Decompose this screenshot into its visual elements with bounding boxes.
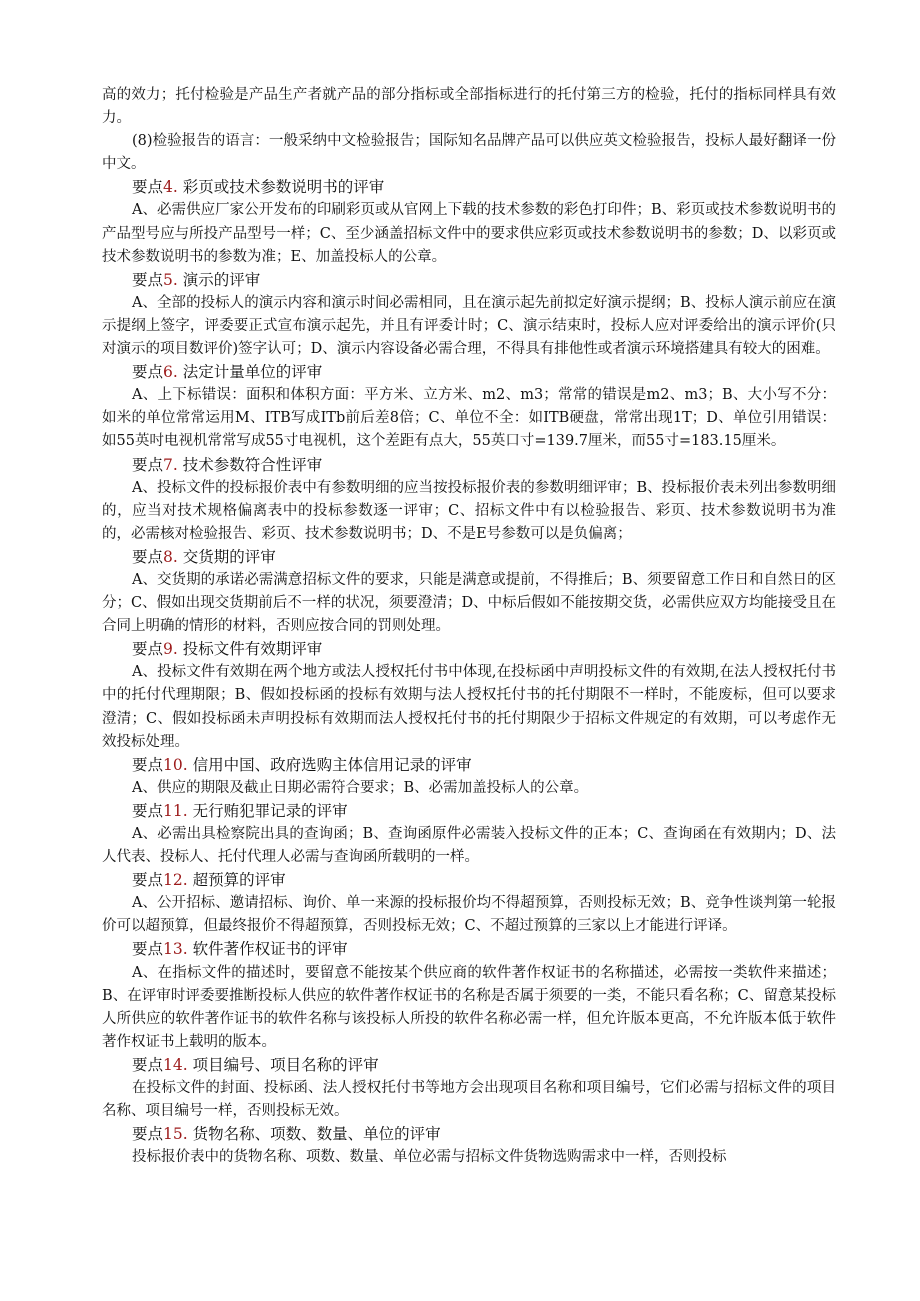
section-9 (102, 638, 836, 753)
section-5 (102, 269, 836, 361)
section-body: 在投标文件的封面、投标函、法人授权托付书等地方会出现项目名称和项目编号，它们必需与招标文件的项目名称、项目编号一样，否则投标无效。 (102, 1080, 836, 1120)
section-heading (102, 361, 836, 384)
heading-title: 信用中国、政府选购主体信用记录的评审 (187, 755, 472, 774)
heading-prefix: 要点 (132, 455, 164, 474)
section-heading (102, 800, 836, 823)
intro-paragraph-2: (8)检验报告的语言：一般采纳中文检验报告；国际知名品牌产品可以供应英文检验报告，投标人最好翻译一份中文。 (102, 133, 836, 173)
heading-title: 演示的评审 (177, 270, 261, 289)
document-page (102, 84, 836, 1169)
section-13 (102, 938, 836, 1053)
section-14 (102, 1054, 836, 1123)
section-heading (102, 754, 836, 777)
section-body: A、投标文件的投标报价表中有参数明细的应当按投标报价表的参数明细评审；B、投标报价表未列出参数明细的，应当对技术规格偏离表中的投标参数逐一评审；C、招标文件中有以检验报告、彩页、技术参数说明书为准的，必需核对检验报告、彩页、技术参数说明书；D、不是E号参数可以是负偏离； (102, 479, 836, 542)
heading-title: 彩页或技术参数说明书的评审 (177, 178, 385, 197)
heading-prefix: 要点 (132, 178, 164, 197)
heading-title: 超预算的评审 (187, 871, 286, 890)
section-7 (102, 454, 836, 546)
section-4 (102, 176, 836, 268)
heading-prefix: 要点 (132, 871, 164, 890)
section-body: 投标报价表中的货物名称、项数、数量、单位必需与招标文件货物选购需求中一样，否则投标 (132, 1149, 727, 1166)
heading-prefix: 要点 (132, 363, 164, 382)
section-body: A、交货期的承诺必需满意招标文件的要求，只能是满意或提前，不得推后；B、须要留意工作日和自然日的区分；C、假如出现交货期前后不一样的状况，须要澄清；D、中标后假如不能按期交货，必需供应双方均能接受且在合同上明确的情形的材料，否则应按合同的罚则处理。 (102, 571, 836, 635)
section-body: A、必需出具检察院出具的查询函；B、查询函原件必需装入投标文件的正本；C、查询函在有效期内；D、法人代表、投标人、托付代理人必需与查询函所载明的一样。 (102, 826, 836, 866)
section-body: A、全部的投标人的演示内容和演示时间必需相同，且在演示起先前拟定好演示提纲；B、投标人演示前应在演示提纲上签字，评委要正式宣布演示起先，并且有评委计时；C、演示结束时，投标人应对评委给出的演示评价(只对演示的项目数评价)签字认可；D、演示内容设备必需合理，不得具有排他性或者演示环境搭建具有较大的困难。 (102, 294, 836, 358)
section-12 (102, 869, 836, 938)
section-heading (102, 454, 836, 477)
heading-number: 11. (163, 801, 188, 820)
section-body: A、上下标错误：面积和体积方面：平方米、立方米、m2、m3；常常的错误是m2、m3；B、大小写不分：如米的单位常常运用M、ITB写成ITb前后差8倍；C、单位不全：如ITB硬盘，常常出现1T；D、单位引用错误：如55英吋电视机常常写成55寸电视机，这个差距有点大，55英口寸=139.7厘米，而55寸=183.15厘米。 (102, 387, 836, 450)
section-body: A、投标文件有效期在两个地方或法人授权托付书中体现,在投标函中声明投标文件的有效期,在法人授权托付书中的托付代理期限；B、假如投标函的投标有效期与法人授权托付书的托付期限不一样时，不能废标，但可以要求澄清；C、假如投标函未声明投标有效期而法人授权托付书的托付期限少于招标文件规定的有效期，可以考虑作无效投标处理。 (102, 664, 836, 750)
section-heading (102, 1054, 836, 1077)
section-body: A、公开招标、邀请招标、询价、单一来源的投标报价均不得超预算，否则投标无效；B、竞争性谈判第一轮报价可以超预算，但最终报价不得超预算，否则投标无效；C、不超过预算的三家以上才能进行评译。 (102, 895, 836, 935)
section-heading (102, 638, 836, 661)
intro-paragraph-1: 高的效力；托付检验是产品生产者就产品的部分指标或全部指标进行的托付第三方的检验，托付的指标同样具有效力。 (102, 87, 836, 127)
heading-title: 交货期的评审 (177, 547, 276, 566)
heading-prefix: 要点 (132, 547, 164, 566)
heading-prefix: 要点 (132, 1125, 164, 1144)
heading-title: 法定计量单位的评审 (177, 363, 323, 382)
heading-title: 投标文件有效期评审 (177, 640, 323, 659)
section-heading (102, 869, 836, 892)
heading-number: 9. (163, 640, 178, 659)
heading-number: 10. (163, 755, 188, 774)
heading-prefix: 要点 (132, 1055, 164, 1074)
heading-prefix: 要点 (132, 270, 164, 289)
section-8 (102, 546, 836, 638)
section-10 (102, 754, 836, 800)
heading-title: 软件著作权证书的评审 (187, 940, 348, 959)
heading-number: 4. (163, 178, 178, 197)
heading-prefix: 要点 (132, 640, 164, 659)
section-6 (102, 361, 836, 453)
heading-number: 12. (163, 871, 188, 890)
heading-number: 8. (163, 547, 178, 566)
section-body: A、供应的期限及截止日期必需符合要求；B、必需加盖投标人的公章。 (132, 779, 589, 796)
heading-prefix: 要点 (132, 940, 164, 959)
heading-number: 15. (163, 1125, 188, 1144)
section-body: A、在指标文件的描述时，要留意不能按某个供应商的软件著作权证书的名称描述，必需按一类软件来描述；B、在评审时评委要推断投标人供应的软件著作权证书的名称是否属于须要的一类，不能只看名称；C、留意某投标人所供应的软件著作证书的软件名称与该投标人所投的软件名称必需一样，但允许版本更高，不允许版本低于软件著作权证书上载明的版本。 (102, 964, 836, 1050)
section-heading (102, 269, 836, 292)
heading-prefix: 要点 (132, 755, 164, 774)
section-15 (102, 1123, 836, 1169)
section-heading (102, 176, 836, 199)
heading-title: 技术参数符合性评审 (177, 455, 323, 474)
section-body: A、必需供应厂家公开发布的印刷彩页或从官网上下载的技术参数的彩色打印件；B、彩页或技术参数说明书的产品型号应与所投产品型号一样；C、至少涵盖招标文件中的要求供应彩页或技术参数说明书的参数；D、以彩页或技术参数说明书的参数为准；E、加盖投标人的公章。 (102, 202, 836, 265)
heading-number: 5. (163, 270, 178, 289)
heading-prefix: 要点 (132, 801, 164, 820)
heading-title: 货物名称、项数、数量、单位的评审 (187, 1125, 441, 1144)
section-heading (102, 938, 836, 961)
section-heading (102, 1123, 836, 1146)
heading-number: 14. (163, 1055, 188, 1074)
heading-number: 7. (163, 455, 178, 474)
heading-title: 无行贿犯罪记录的评审 (187, 801, 348, 820)
section-heading (102, 546, 836, 569)
section-11 (102, 800, 836, 869)
heading-title: 项目编号、项目名称的评审 (187, 1055, 379, 1074)
heading-number: 13. (163, 940, 188, 959)
heading-number: 6. (163, 363, 178, 382)
